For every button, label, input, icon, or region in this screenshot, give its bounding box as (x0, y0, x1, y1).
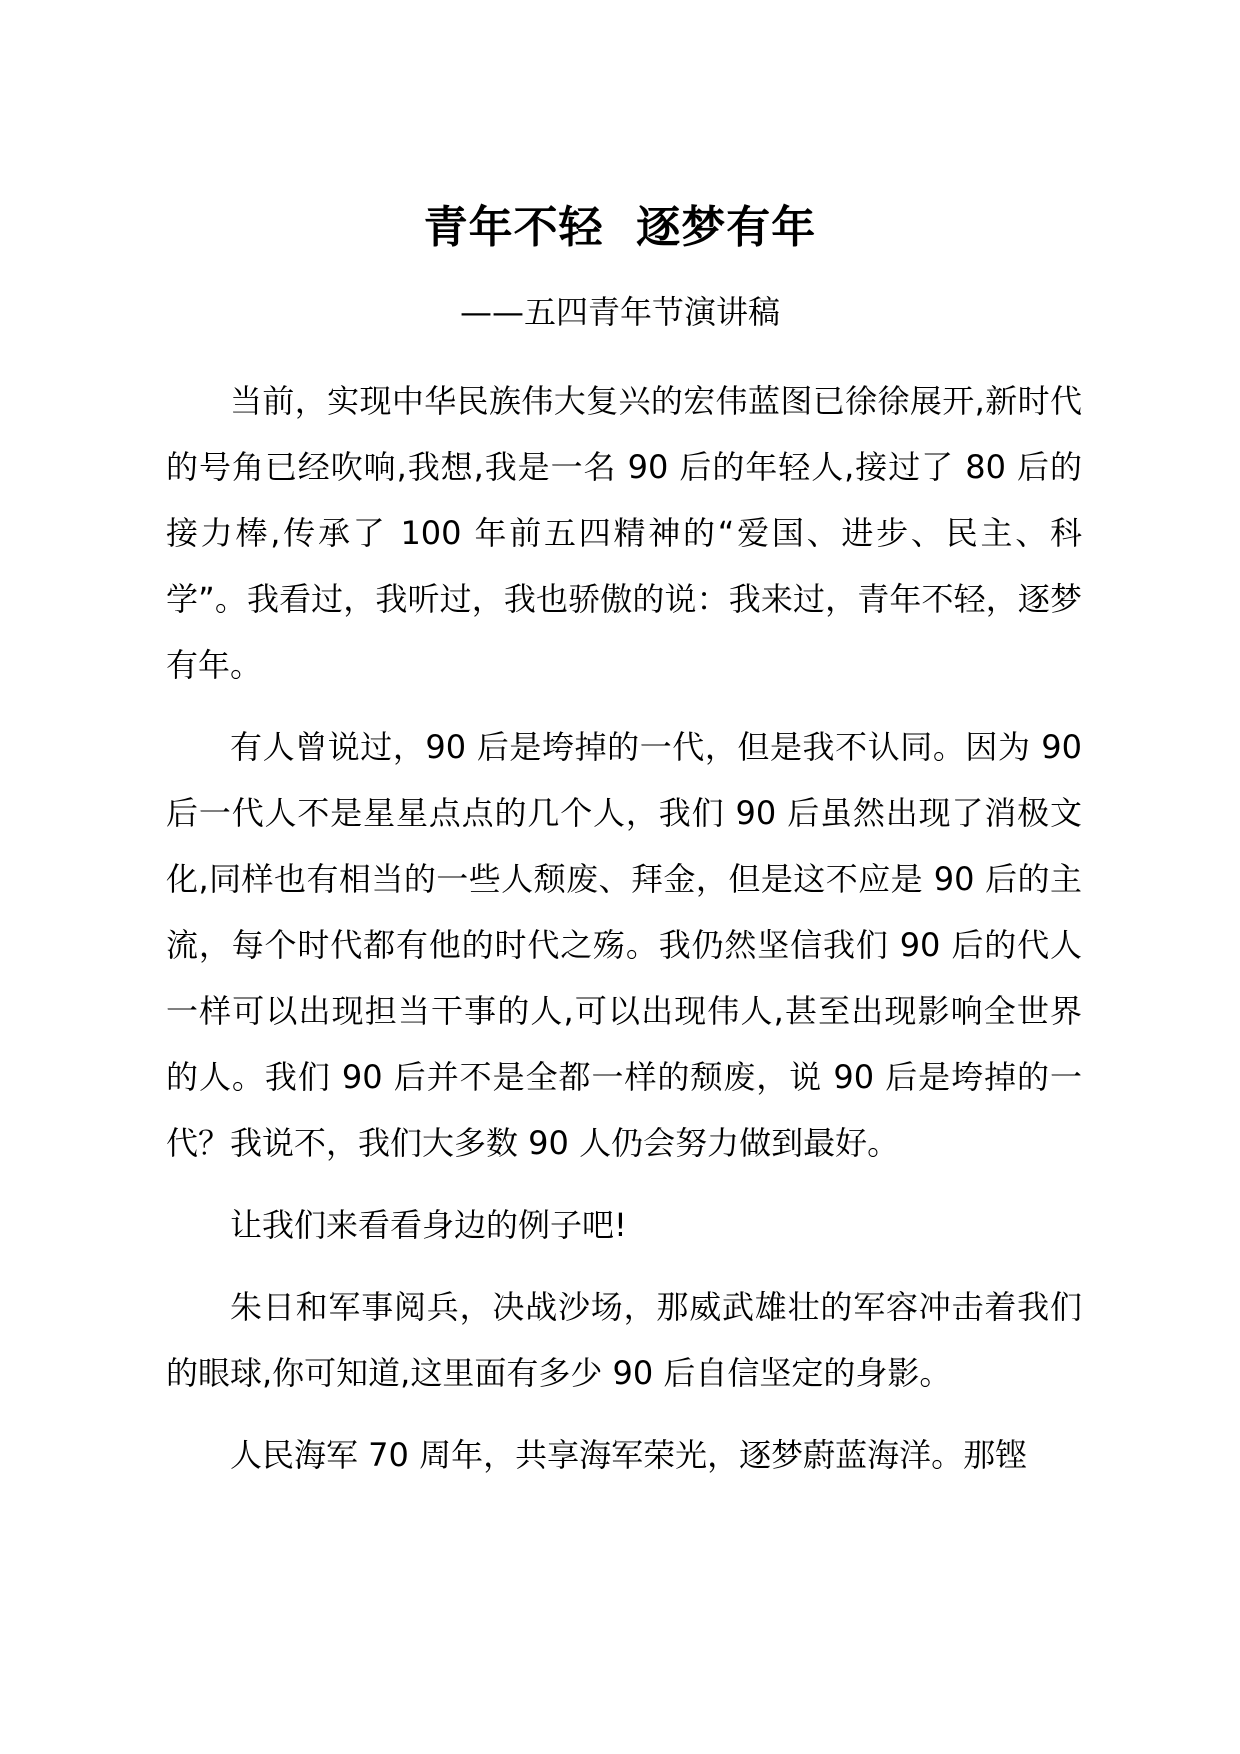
document-subtitle: ——五四青年节演讲稿 (459, 293, 780, 331)
paragraph: 让我们来看看身边的例子吧! (230, 1206, 627, 1244)
paragraph: 当前，实现中华民族伟大复兴的宏伟蓝图已徐徐展开,新时代的号角已经吹响,我想,我是一名 90 后的年轻人,接过了 80 后的接力棒,传承了 100 年前五四精神的“爱国、进步、民主、科学”。我看过，我听过，我也骄傲的说：我来过，青年不轻，逐梦有年。 (166, 382, 1082, 684)
paragraph: 人民海军 70 周年，共享海军荣光，逐梦蔚蓝海洋。那铿 (230, 1436, 1028, 1474)
document-body (166, 368, 1082, 1504)
document-title: 青年不轻 逐梦有年 (423, 202, 817, 253)
paragraph: 朱日和军事阅兵，决战沙场，那威武雄壮的军容冲击着我们的眼球,你可知道,这里面有多少 90 后自信坚定的身影。 (166, 1288, 1082, 1392)
paragraph: 有人曾说过，90 后是垮掉的一代，但是我不认同。因为 90 后一代人不是星星点点的几个人，我们 90 后虽然出现了消极文化,同样也有相当的一些人颓废、拜金，但是这不应是 90 后的主流，每个时代都有他的时代之殇。我仍然坚信我们 90 后的代人一样可以出现担当干事的人,可以出现伟人,甚至出现影响全世界的人。我们 90 后并不是全都一样的颓废，说 90 后是垮掉的一代？我说不，我们大多数 90 人仍会努力做到最好。 (166, 728, 1082, 1162)
